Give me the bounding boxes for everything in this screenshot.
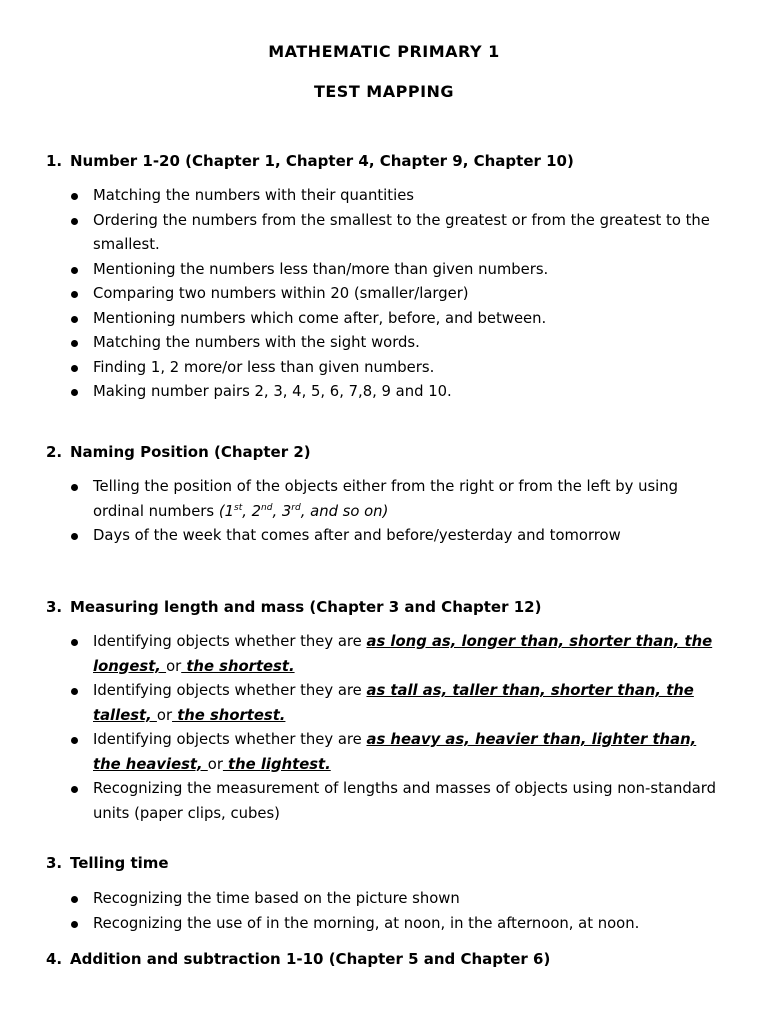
list-item-text: Telling the position of the objects either from the right or from the left by using ordinal numbers	[93, 478, 679, 520]
section-list-measuring	[68, 630, 728, 826]
section-heading-measuring	[46, 598, 541, 616]
list-item: Recognizing the use of in the morning, at noon, in the afternoon, at noon.	[68, 912, 728, 937]
list-item: Matching the numbers with their quantities	[68, 184, 728, 209]
section-title: Number 1-20 (Chapter 1, Chapter 4, Chapter 9, Chapter 10)	[70, 152, 574, 170]
section-number: 3.	[46, 598, 63, 616]
comparison-terms: as heavy as, heavier than, lighter than, the heaviest,	[93, 731, 697, 773]
section-title: Telling time	[70, 854, 169, 872]
list-item: Mentioning the numbers less than/more than given numbers.	[68, 258, 728, 283]
list-item: Days of the week that comes after and before/yesterday and tomorrow	[68, 524, 728, 549]
section-number: 2.	[46, 443, 63, 461]
comparison-term-last: the shortest.	[172, 706, 286, 724]
section-heading-position	[46, 443, 311, 461]
list-item: Matching the numbers with the sight words.	[68, 331, 728, 356]
section-list-number	[68, 184, 728, 405]
list-item: Mentioning numbers which come after, before, and between.	[68, 307, 728, 332]
section-number: 4.	[46, 950, 63, 968]
document-title: MATHEMATIC PRIMARY 1	[268, 42, 500, 61]
section-heading-addition	[46, 950, 550, 968]
list-item: Recognizing the time based on the picture shown	[68, 887, 728, 912]
section-title: Measuring length and mass (Chapter 3 and Chapter 12)	[70, 598, 542, 616]
section-title: Addition and subtraction 1-10 (Chapter 5 and Chapter 6)	[70, 950, 551, 968]
ordinal-examples: (1st, 2nd, 3rd, and so on)	[218, 502, 389, 520]
comparison-term-last: the shortest.	[181, 657, 295, 675]
comparison-terms: as long as, longer than, shorter than, the longest,	[93, 633, 713, 675]
section-number: 3.	[46, 854, 63, 872]
list-item: Comparing two numbers within 20 (smaller/larger)	[68, 282, 728, 307]
list-item: Identifying objects whether they are as tall as, taller than, shorter than, the tallest, or the shortest.	[68, 679, 728, 728]
list-item: Identifying objects whether they are as heavy as, heavier than, lighter than, the heaviest, or the lightest.	[68, 728, 728, 777]
section-list-time	[68, 887, 728, 936]
list-item: Recognizing the measurement of lengths and masses of objects using non-standard units (paper clips, cubes)	[68, 777, 728, 826]
section-heading-time	[46, 854, 169, 872]
section-list-position	[68, 475, 728, 549]
list-item: Identifying objects whether they are as long as, longer than, shorter than, the longest, or the shortest.	[68, 630, 728, 679]
list-item: Making number pairs 2, 3, 4, 5, 6, 7,8, 9 and 10.	[68, 380, 728, 405]
section-heading-number	[46, 152, 574, 170]
list-item: Ordering the numbers from the smallest to the greatest or from the greatest to the smallest.	[68, 209, 728, 258]
section-number: 1.	[46, 152, 63, 170]
comparison-term-last: the lightest.	[222, 755, 331, 773]
list-item	[68, 475, 728, 524]
comparison-terms: as tall as, taller than, shorter than, the tallest,	[93, 682, 694, 724]
section-title: Naming Position (Chapter 2)	[70, 443, 311, 461]
list-item: Finding 1, 2 more/or less than given numbers.	[68, 356, 728, 381]
document-subtitle: TEST MAPPING	[313, 82, 455, 101]
